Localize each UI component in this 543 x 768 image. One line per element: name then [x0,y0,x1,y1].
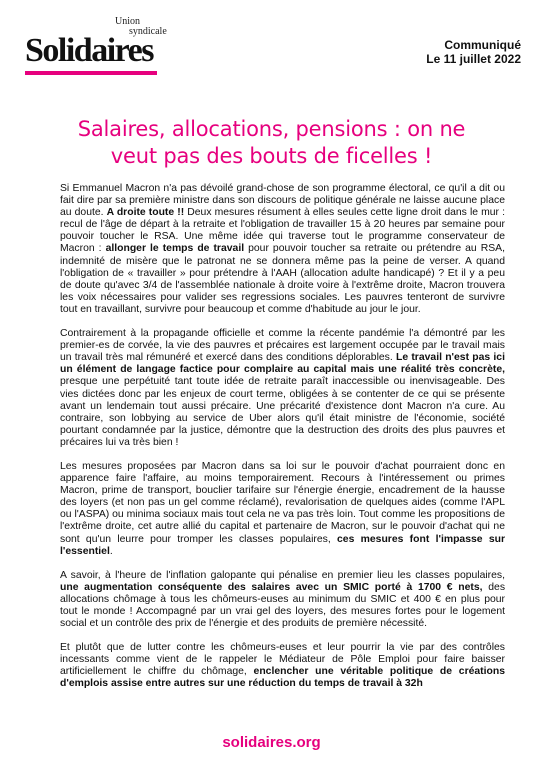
bold-segment: enclencher une véritable politique de créations d'emplois assise entre autres sur une réduction du temps de travail à 32h [60,666,505,690]
communique-label: Communiqué [444,38,521,52]
body-paragraph [60,642,505,690]
body-paragraph [60,328,505,449]
communique-date: Le 11 juillet 2022 [426,52,521,66]
text-segment: des allocations chômage à tous les chômeurs-euses au minimum du SMIC et 400 € en plus pour tout le monde ! Accompagné par un vrai gel des loyers, des mesures fortes pour le logement social et un contrôle des prix de l'énergie et des produits de première nécessité. [60,581,506,630]
text-segment: A savoir, à l'heure de l'inflation galopante qui pénalise en premier lieu les classes populaires, [60,569,505,581]
body-paragraph [60,183,505,316]
bold-segment: A droite toute !! [106,207,185,219]
body-paragraph [60,570,505,630]
solidaires-logo [25,14,165,70]
bold-segment: ces mesures font l'impasse sur l'essentiel [60,533,505,557]
body-paragraph [60,461,505,558]
text-segment: Et plutôt que de lutter contre les chômeurs-euses et leur pourrir la vie par des contrôles incessants comme vient de le rappeler le Médiateur de Pôle Emploi pour faire baisser artificiellement le chiffre du chômage, [60,642,505,678]
text-segment: presque une perpétuité tant toute idée de retraite paraît inaccessible ou inenvisageable. Des vies dictées donc par les enjeux de court terme, obligées à se contenter de ce qui se présente avant un lendemain tout aussi précaire. Une précarité d'existence dont Macron n'a cure. Au contraire, son lobbying au service de Uber alors qu'il était ministre de l'économie, société pourtant condamnée par la justice, démontre que la destruction des droits des plus pauvres et précaires lui va très bien ! [60,376,505,448]
logo-brand-text: Solidaires [25,32,153,69]
text-segment: Contrairement à la propagande officielle et comme la récente pandémie l'a démontré par les premier-es de corvée, la vie des pauvres et précaires est largement occupée par le travail mais un travail très mal rémunéré et exercé dans des conditions déplorables. [60,328,505,364]
bold-segment: Le travail n'est pas ici un élément de langage factice pour complaire au capital mais une réalité très concrète, [60,352,505,376]
logo-underline [25,71,157,75]
logo-syndicale-text: syndicale [129,26,167,37]
text-segment: . [109,545,113,557]
text-segment: Si Emmanuel Macron n'a pas dévoilé grand-chose de son programme électoral, ce qu'il a dit ou fait dire par sa première ministre dans son discours de politique générale ne laisse aucune place au doute. [60,183,505,219]
text-segment: pour pouvoir toucher sa retraite ou prétendre au RSA, indemnité de misère que le patronat ne se donnera même pas la peine de verser. A quand l'obligation de « travailler » pour prétendre à l'AAH (allocation adulte handicapé) ? Et il y a peu de doute qu'avec 3/4 de l'assemblée nationale à droite voire à l'extrême droite, Macron trouvera les voix nécessaires pour valider ses regressions sociales. Les pauvres tenteront de survivre tout en travaillant, survivre pour beaucoup et comme d'habitude au jour le jour. [60,243,505,315]
communique-header [426,38,521,66]
text-segment: Deux mesures résument à elles seules cette ligne droit dans le mur : recul de l'âge de départ à la retraite et l'obligation de travailler 15 à 20 heures par semaine pour pouvoir toucher le RSA. Une même idée qui traverse tout le programme conservateur de Macron : [60,207,505,255]
footer-website-link[interactable]: solidaires.org [222,734,321,751]
logo-union-text: Union [115,16,140,27]
bold-segment: allonger le temps de travail [105,243,245,255]
bold-segment: une augmentation conséquente des salaires avec un SMIC porté à 1700 € nets, [60,581,483,593]
page-title: Salaires, allocations, pensions : on ne veut pas des bouts de ficelles ! [77,117,466,168]
article-body [60,183,505,703]
text-segment: Les mesures proposées par Macron dans sa loi sur le pouvoir d'achat pourraient donc en apparence faire l'affaire, au moins temporairement. Recours à l'intéressement ou primes Macron, prime de transport, bouclier tarifaire sur l'énergie énergie, encadrement de la hausse des loyers (et non pas un gel comme réclamé), revalorisation de quelques aides (comme l'APL ou l'ASPA) ou minima sociaux mais tout cela ne va pas très loin. Tout comme les propositions de l'extrême droite, cet autre allié du capital et partenaire de Macron, sur le pouvoir d'achat qui ne sont qu'un leurre pour tromper les classes populaires, [60,460,505,545]
